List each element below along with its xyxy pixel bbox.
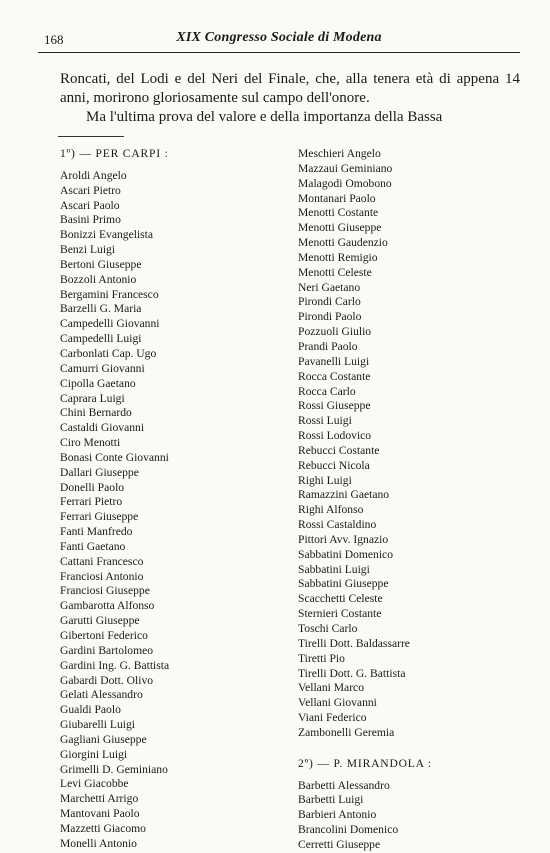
list-item: Barbieri Antonio xyxy=(298,808,377,822)
list-item: Marchetti Arrigo xyxy=(60,792,139,806)
list-item: Basini Primo xyxy=(60,213,121,227)
list-item: Gardini Bartolomeo xyxy=(60,643,154,657)
section-heading-mirandola: 2º) — P. MIRANDOLA : xyxy=(298,756,432,770)
list-item: Meschieri Angelo xyxy=(298,147,381,160)
list-item: Rossi Lodovico xyxy=(298,429,372,443)
list-item: Garutti Giuseppe xyxy=(60,614,140,628)
list-item: Pozzuoli Giulio xyxy=(298,325,372,339)
list-item: Menotti Gaudenzio xyxy=(298,236,388,250)
name-list-right xyxy=(298,147,518,741)
list-item: Caprara Luigi xyxy=(60,391,125,405)
list-item: Campedelli Luigi xyxy=(60,332,142,346)
list-item: Rocca Costante xyxy=(298,369,371,383)
list-item: Bergamini Francesco xyxy=(60,287,159,301)
list-item: Menotti Celeste xyxy=(298,265,372,279)
list-item: Cattani Francesco xyxy=(60,554,144,568)
list-item: Rossi Castaldino xyxy=(298,518,377,532)
intro-text xyxy=(60,70,520,127)
list-item: Cerretti Giuseppe xyxy=(298,837,381,851)
list-item: Bonasi Conte Giovanni xyxy=(60,450,169,464)
list-item: Prandi Paolo xyxy=(298,339,358,353)
list-item: Monelli Antonio xyxy=(60,836,137,850)
footnote-rule xyxy=(58,136,124,137)
list-item: Neri Gaetano xyxy=(298,280,361,294)
list-item: Pittori Avv. Ignazio xyxy=(298,532,389,546)
list-item: Malagodi Omobono xyxy=(298,176,392,190)
list-item: Giorgini Luigi xyxy=(60,747,128,761)
list-item: Gualdi Paolo xyxy=(60,703,121,717)
left-column xyxy=(60,147,260,852)
list-item: Sabbatini Luigi xyxy=(298,562,370,576)
list-item: Ferrari Giuseppe xyxy=(60,510,139,524)
list-item: Benzi Luigi xyxy=(60,243,116,257)
list-item: Gabardi Dott. Olivo xyxy=(60,673,154,687)
list-item: Righi Alfonso xyxy=(298,503,364,517)
list-item: Mazzaui Geminiano xyxy=(298,161,393,175)
list-item: Bozzoli Antonio xyxy=(60,272,137,286)
list-item: Cipolla Gaetano xyxy=(60,376,136,390)
list-item: Rebucci Costante xyxy=(298,443,380,457)
list-item: Grimelli D. Geminiano xyxy=(60,762,168,776)
list-item: Righi Luigi xyxy=(298,473,352,487)
list-item: Brancolini Domenico xyxy=(298,823,399,837)
list-item: Gambarotta Alfonso xyxy=(60,599,155,613)
list-item: Tirelli Dott. Baldassarre xyxy=(298,636,410,650)
list-item: Fanti Manfredo xyxy=(60,525,133,539)
list-item: Sabbatini Domenico xyxy=(298,547,393,561)
list-item: Barzelli G. Maria xyxy=(60,302,142,316)
list-item: Scacchetti Celeste xyxy=(298,592,383,606)
list-item: Ascari Pietro xyxy=(60,183,121,197)
page-number: 168 xyxy=(44,32,64,47)
list-item: Ferrari Pietro xyxy=(60,495,123,509)
list-item: Vellani Marco xyxy=(298,681,364,695)
list-item: Campedelli Giovanni xyxy=(60,317,160,331)
list-item: Bertoni Giuseppe xyxy=(60,257,142,271)
list-item: Tiretti Pio xyxy=(298,651,345,665)
list-item: Gibertoni Federico xyxy=(60,629,148,642)
section-heading-carpi: 1º) — PER CARPI : xyxy=(60,147,169,160)
list-item: Sternieri Costante xyxy=(298,607,382,621)
intro-paragraph-2: Ma l'ultima prova del valore e della importanza della Bassa xyxy=(86,109,443,125)
list-item: Dallari Giuseppe xyxy=(60,465,139,479)
list-item: Vellani Giovanni xyxy=(298,696,377,710)
list-item: Franciosi Antonio xyxy=(60,569,144,583)
running-title: XIX Congresso Sociale di Modena xyxy=(176,30,382,45)
list-item: Fanti Gaetano xyxy=(60,539,126,553)
list-item: Levi Giacobbe xyxy=(60,777,129,791)
list-item: Giubarelli Luigi xyxy=(60,718,136,732)
list-item: Montanari Paolo xyxy=(298,191,376,205)
intro-paragraph-1: Roncati, del Lodi e del Neri del Finale, che, alla tenera età di appena 14 anni, morirono gloriosamente sul campo dell'onore. xyxy=(60,71,520,106)
list-item: Ascari Paolo xyxy=(60,198,120,212)
list-item: Aroldi Angelo xyxy=(60,168,127,182)
list-item: Pirondi Carlo xyxy=(298,295,361,309)
list-item: Mantovani Paolo xyxy=(60,807,140,821)
list-item: Barbetti Luigi xyxy=(298,793,364,807)
list-item: Rossi Luigi xyxy=(298,414,352,428)
list-item: Viani Federico xyxy=(298,711,367,725)
list-item: Bonizzi Evangelista xyxy=(60,228,154,242)
list-item: Camurri Giovanni xyxy=(60,361,145,375)
list-item: Rebucci Nicola xyxy=(298,458,370,472)
list-item: Zambonelli Geremia xyxy=(298,725,395,739)
list-item: Pavanelli Luigi xyxy=(298,354,370,368)
list-item: Ciro Menotti xyxy=(60,436,121,450)
page-header xyxy=(38,30,520,52)
list-item: Menotti Giuseppe xyxy=(298,221,382,235)
list-item: Carbonlati Cap. Ugo xyxy=(60,346,157,360)
list-item: Ramazzini Gaetano xyxy=(298,488,390,502)
list-item: Donelli Paolo xyxy=(60,480,125,494)
list-item: Gardini Ing. G. Battista xyxy=(60,658,170,672)
list-item: Gelati Alessandro xyxy=(60,688,143,702)
list-item: Rocca Carlo xyxy=(298,384,356,398)
right-column xyxy=(298,147,518,853)
list-item: Tirelli Dott. G. Battista xyxy=(298,666,406,680)
header-rule xyxy=(38,52,520,53)
name-list-left xyxy=(60,169,260,852)
list-item: Castaldi Giovanni xyxy=(60,421,145,435)
list-item: Barbetti Alessandro xyxy=(298,778,390,792)
list-item: Menotti Remigio xyxy=(298,250,378,264)
list-item: Mazzetti Giacomo xyxy=(60,821,146,835)
list-item: Gagliani Giuseppe xyxy=(60,732,147,746)
list-item: Sabbatini Giuseppe xyxy=(298,577,389,591)
list-item: Rossi Giuseppe xyxy=(298,399,371,413)
list-item: Menotti Costante xyxy=(298,206,379,220)
list-item: Franciosi Giuseppe xyxy=(60,584,150,598)
name-list-mirandola xyxy=(298,779,518,853)
list-item: Chini Bernardo xyxy=(60,406,132,420)
list-item: Toschi Carlo xyxy=(298,622,358,635)
list-item: Pirondi Paolo xyxy=(298,310,362,324)
